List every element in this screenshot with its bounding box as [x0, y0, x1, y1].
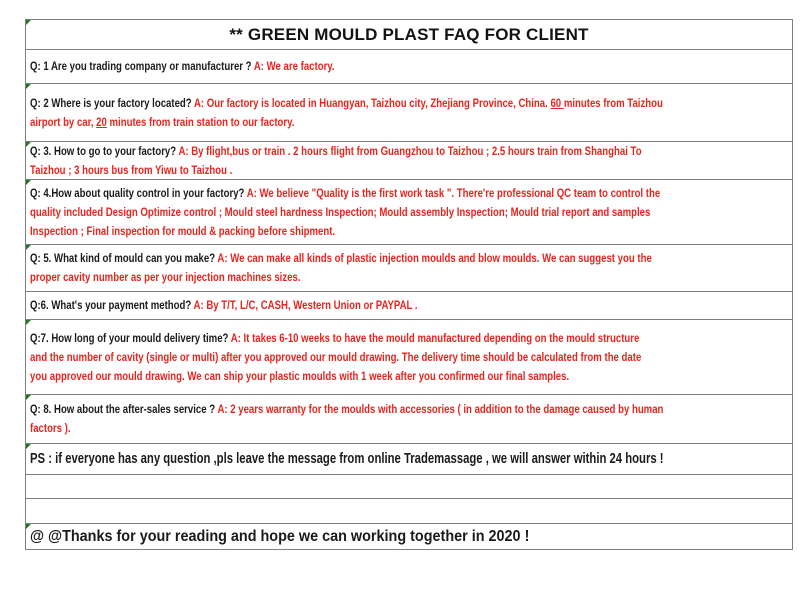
faq-row-q3-line-1	[30, 142, 642, 161]
faq-row-empty-1	[26, 474, 792, 498]
answer-text: A: It takes 6-10 weeks to have the mould manufactured depending on the mould structure	[230, 330, 640, 345]
faq-table	[25, 19, 793, 550]
faq-row-empty-2	[26, 498, 792, 523]
faq-row-ps-line-1	[30, 449, 664, 470]
question-text: Q:7. How long of your mould delivery time?	[30, 330, 231, 345]
answer-text: airport by car,	[30, 114, 97, 129]
answer-text: minutes from Taizhou	[563, 95, 663, 110]
cell-error-marker-icon	[26, 84, 31, 89]
faq-row-q1	[26, 49, 792, 83]
answer-underlined-text: 20	[96, 114, 107, 129]
faq-row-q3	[26, 141, 792, 179]
faq-row-q2	[26, 83, 792, 141]
answer-text: and the number of cavity (single or multi) after you approved our mould drawing. The delivery time should be calculated from the date	[30, 349, 642, 364]
question-text: Q: 4.How about quality control in your factory?	[30, 185, 247, 200]
answer-text: A: We can make all kinds of plastic injection moulds and blow moulds. We can suggest you the	[217, 251, 652, 265]
answer-text: factors ).	[30, 421, 71, 435]
answer-text: Inspection ; Final inspection for mould & packing before shipment.	[30, 223, 336, 238]
faq-row-ps	[26, 443, 792, 474]
question-text: Q: 5. What kind of mould can you make?	[30, 251, 218, 265]
cell-error-marker-icon	[26, 320, 31, 325]
answer-text: A: 2 years warranty for the moulds with accessories ( in addition to the damage caused by human	[217, 402, 664, 416]
question-text: @ @Thanks for your reading and hope we can working together in 2020 !	[30, 528, 530, 545]
faq-row-q2-line-2	[30, 113, 636, 132]
question-text: Q: 8. How about the after-sales service ?	[30, 402, 218, 416]
answer-text: A: Our factory is located in Huangyan, Taizhou city, Zhejiang Province, China.	[193, 95, 551, 110]
answer-text: A: By T/T, L/C, CASH, Western Union or PAYPAL .	[193, 298, 418, 312]
faq-row-q7-line-3	[30, 367, 636, 386]
page-title: ** GREEN MOULD PLAST FAQ FOR CLIENT	[229, 24, 589, 44]
faq-row-q7	[26, 319, 792, 394]
cell-error-marker-icon	[26, 20, 31, 25]
faq-row-q5-line-1	[30, 249, 652, 268]
faq-row-q8-line-1	[30, 400, 664, 419]
question-text: Q: 2 Where is your factory located?	[30, 95, 194, 110]
answer-text: A: By flight,bus or train . 2 hours flight from Guangzhou to Taizhou ; 2.5 hours train from Shanghai To	[178, 143, 642, 158]
answer-text: you approved our mould drawing. We can ship your plastic moulds with 1 week after you confirmed our final samples.	[30, 368, 570, 383]
answer-underlined-text: 60	[550, 95, 564, 110]
answer-text: proper cavity number as per your injection machines sizes.	[30, 270, 301, 284]
faq-row-thanks-line-1	[30, 526, 712, 547]
question-text: PS : if everyone has any question ,pls leave the message from online Trademassage , we will answer within 24 hours !	[30, 450, 664, 467]
answer-text: quality included Design Optimize control ; Mould steel hardness Inspection; Mould assembly Inspection; Mould trial report and samples	[30, 204, 651, 219]
answer-text: A: We are factory.	[253, 59, 335, 73]
faq-row-q7-line-1	[30, 329, 640, 348]
faq-row-q8	[26, 394, 792, 443]
faq-row-q4-line-2	[30, 203, 651, 222]
faq-row-q7-line-2	[30, 348, 642, 367]
faq-row-q6-line-1	[30, 296, 636, 315]
faq-row-q3-line-2	[30, 161, 636, 180]
question-text: Q:6. What's your payment method?	[30, 298, 194, 312]
question-text: Q: 1 Are you trading company or manufacturer ?	[30, 59, 254, 73]
faq-title-row	[26, 20, 792, 49]
faq-row-thanks	[26, 523, 792, 549]
answer-text: Taizhou ; 3 hours bus from Yiwu to Taizhou .	[30, 162, 233, 177]
answer-text: A: We believe "Quality is the first work task ". There're professional QC team to control the	[246, 185, 661, 200]
question-text: Q: 3. How to go to your factory?	[30, 143, 179, 158]
faq-row-q5	[26, 244, 792, 291]
faq-row-q5-line-2	[30, 268, 636, 287]
faq-row-q2-line-1	[30, 94, 663, 113]
faq-row-q8-line-2	[30, 419, 636, 438]
answer-text: minutes from train station to our factory.	[106, 114, 295, 129]
faq-row-q1-line-1	[30, 57, 636, 76]
faq-row-q4	[26, 179, 792, 244]
faq-row-q4-line-3	[30, 222, 636, 241]
faq-row-q6	[26, 291, 792, 319]
faq-row-q4-line-1	[30, 184, 661, 203]
